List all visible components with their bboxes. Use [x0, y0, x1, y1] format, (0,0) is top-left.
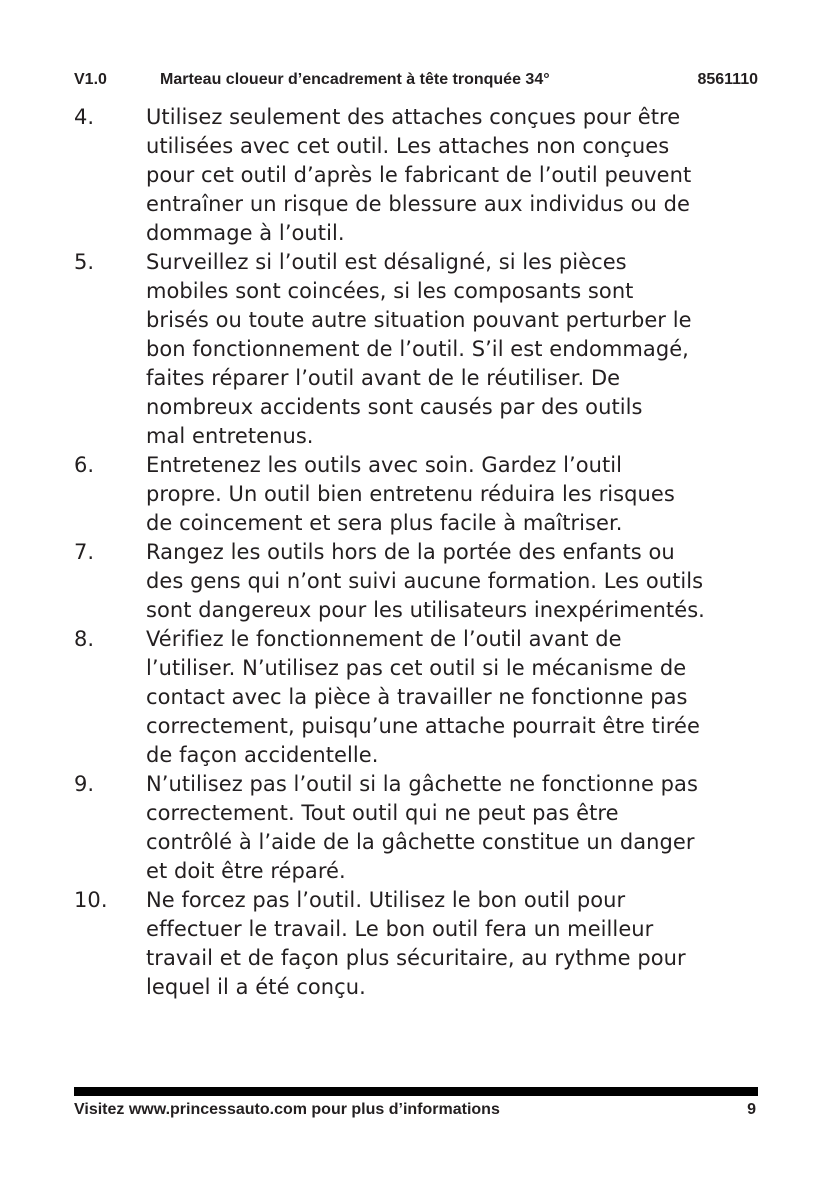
document-title: Marteau cloueur d’encadrement à tête tronquée 34° — [160, 71, 550, 88]
page-number: 9 — [747, 1101, 756, 1118]
item-text: Rangez les outils hors de la portée des enfants ou des gens qui n’ont suivi aucune formation. Les outils sont dangereux pour les utilisateurs inexpérimentés. — [146, 540, 705, 622]
page-footer — [74, 1099, 758, 1121]
item-text: Vérifiez le fonctionnement de l’outil avant de l’utiliser. N’utilisez pas cet outil si le mécanisme de contact avec la pièce à travailler ne fonctionne pas correctement, puisqu’une attache pourrait être tirée de façon accidentelle. — [146, 627, 700, 767]
item-text: Surveillez si l’outil est désaligné, si les pièces mobiles sont coincées, si les composants sont brisés ou toute autre situation pouvant perturber le bon fonctionnement de l’outil. S’il est endommagé, faites réparer l’outil avant de le réutiliser. De nombreux accidents sont causés par des outils mal entretenus. — [146, 250, 692, 448]
list-item — [74, 538, 774, 625]
item-number: 10. — [74, 888, 108, 912]
list-item — [74, 248, 774, 451]
item-number: 7. — [74, 540, 95, 564]
item-number: 4. — [74, 105, 95, 129]
item-number: 9. — [74, 772, 95, 796]
list-item — [74, 625, 774, 770]
item-number: 5. — [74, 250, 95, 274]
footer-divider — [74, 1087, 758, 1096]
document-version: V1.0 — [74, 71, 107, 88]
item-text: Utilisez seulement des attaches conçues pour être utilisées avec cet outil. Les attaches non conçues pour cet outil d’après le fabricant de l’outil peuvent entraîner un risque de blessure aux individus ou de dommage à l’outil. — [146, 105, 692, 245]
item-number: 8. — [74, 627, 95, 651]
item-text: Entretenez les outils avec soin. Gardez l’outil propre. Un outil bien entretenu réduira les risques de coincement et sera plus facile à maîtriser. — [146, 453, 675, 535]
list-item — [74, 103, 774, 248]
page-header — [74, 69, 758, 91]
website-note: Visitez www.princessauto.com pour plus d’informations — [74, 1101, 500, 1118]
list-item — [74, 451, 774, 538]
item-text: N’utilisez pas l’outil si la gâchette ne fonctionne pas correctement. Tout outil qui ne peut pas être contrôlé à l’aide de la gâchette constitue un danger et doit être réparé. — [146, 772, 698, 883]
item-number: 6. — [74, 453, 95, 477]
model-number: 8561110 — [697, 71, 758, 88]
list-item — [74, 770, 774, 886]
list-item — [74, 886, 774, 1002]
item-text: Ne forcez pas l’outil. Utilisez le bon outil pour effectuer le travail. Le bon outil fera un meilleur travail et de façon plus sécuritaire, au rythme pour lequel il a été conçu. — [146, 888, 686, 999]
safety-instructions-list — [74, 103, 774, 1002]
